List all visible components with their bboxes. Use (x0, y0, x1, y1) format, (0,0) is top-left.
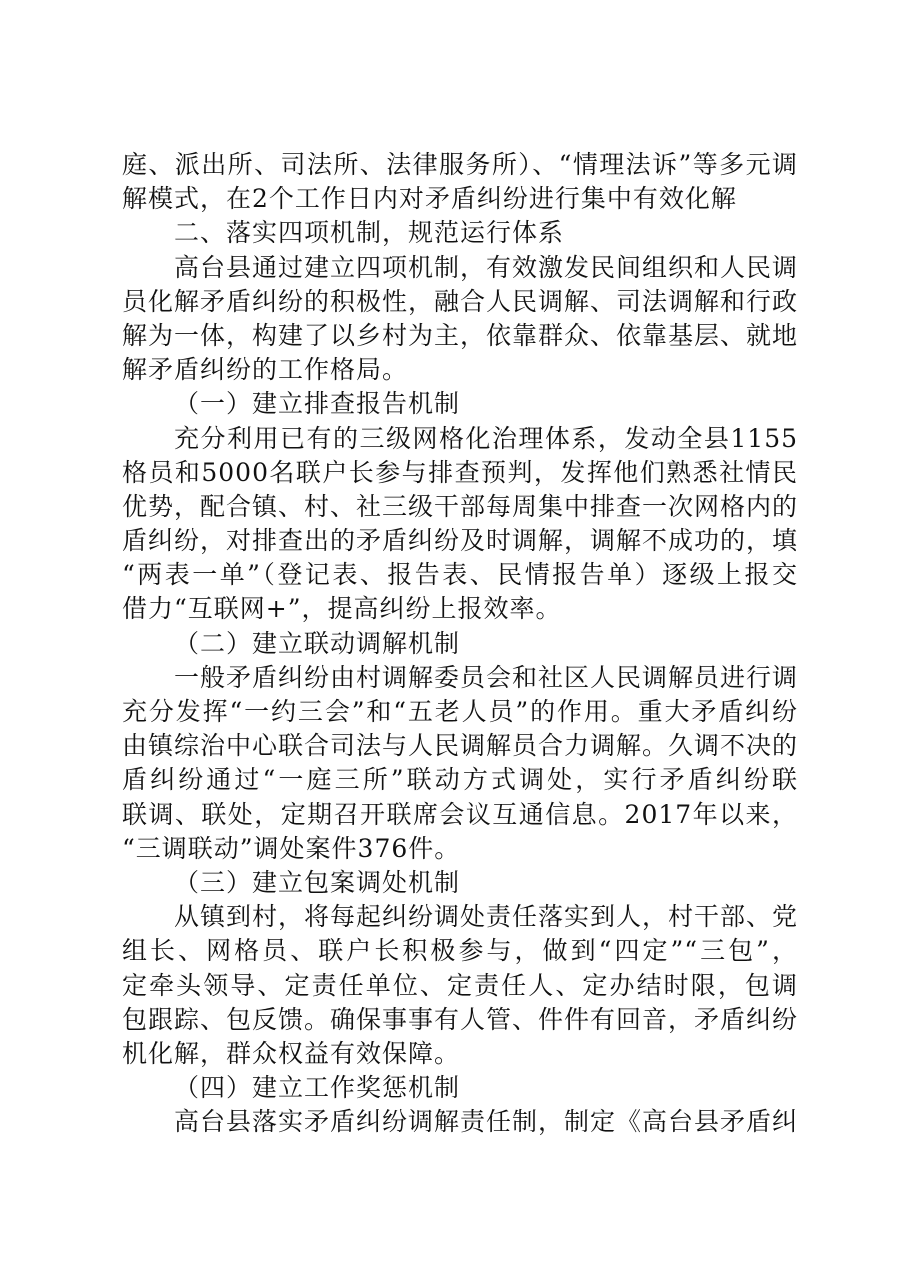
text-line: 充分发挥“一约三会”和“五老人员”的作用。重大矛盾纠纷 (122, 697, 798, 726)
text-line: 机化解，群众权益有效保障。 (122, 1038, 461, 1068)
text-line: 组长、网格员、联户长积极参与，做到“四定”“三包”， (122, 936, 798, 966)
text-line: 员化解矛盾纠纷的积极性，融合人民调解、司法调解和行政 (122, 286, 798, 316)
text-line: 一般矛盾纠纷由村调解委员会和社区人民调解员进行调 (174, 662, 798, 692)
text-line: 解矛盾纠纷的工作格局。 (122, 355, 409, 385)
subsection-heading: （四）建立工作奖惩机制 (174, 1073, 461, 1103)
text-line: “三调联动”调处案件376件。 (122, 833, 461, 863)
text-line: 包跟踪、包反馈。确保事事有人管、件件有回音，矛盾纠纷 (122, 1004, 798, 1034)
text-line: 联调、联处，定期召开联席会议互通信息。2017年以来， (122, 799, 798, 829)
text-line: 借力“互联网+”，提高纠纷上报效率。 (122, 594, 562, 624)
document-body (122, 148, 798, 1139)
text-line: 充分利用已有的三级网格化治理体系，发动全县1155 (174, 423, 798, 453)
section-heading: 二、落实四项机制，规范运行体系 (174, 218, 565, 248)
text-line: 从镇到村，将每起纠纷调处责任落实到人，村干部、党 (174, 902, 798, 932)
text-line: 高台县落实矛盾纠纷调解责任制，制定《高台县矛盾纠 (174, 1107, 798, 1137)
text-line: 高台县通过建立四项机制，有效激发民间组织和人民调 (174, 252, 798, 282)
text-line: 格员和5000名联户长参与排查预判，发挥他们熟悉社情民 (122, 457, 798, 487)
text-line: 解模式，在2个工作日内对矛盾纠纷进行集中有效化解 (122, 184, 737, 214)
text-line: 解为一体，构建了以乡村为主，依靠群众、依靠基层、就地 (122, 320, 798, 350)
text-line: 由镇综治中心联合司法与人民调解员合力调解。久调不决的 (122, 731, 798, 761)
text-line: 盾纠纷，对排查出的矛盾纠纷及时调解，调解不成功的，填 (122, 526, 798, 556)
text-line: 定牵头领导、定责任单位、定责任人、定办结时限，包调 (122, 970, 798, 1000)
subsection-heading: （一）建立排查报告机制 (174, 389, 461, 419)
text-line: 庭、派出所、司法所、法律服务所）、“情理法诉”等多元调 (122, 150, 798, 179)
text-line: 盾纠纷通过“一庭三所”联动方式调处，实行矛盾纠纷联 (122, 765, 798, 795)
subsection-heading: （三）建立包案调处机制 (174, 867, 461, 897)
text-line: 优势，配合镇、村、社三级干部每周集中排查一次网格内的 (122, 491, 798, 521)
text-line: “两表一单”（登记表、报告表、民情报告单）逐级上报交 (122, 560, 798, 590)
subsection-heading: （二）建立联动调解机制 (174, 628, 461, 658)
